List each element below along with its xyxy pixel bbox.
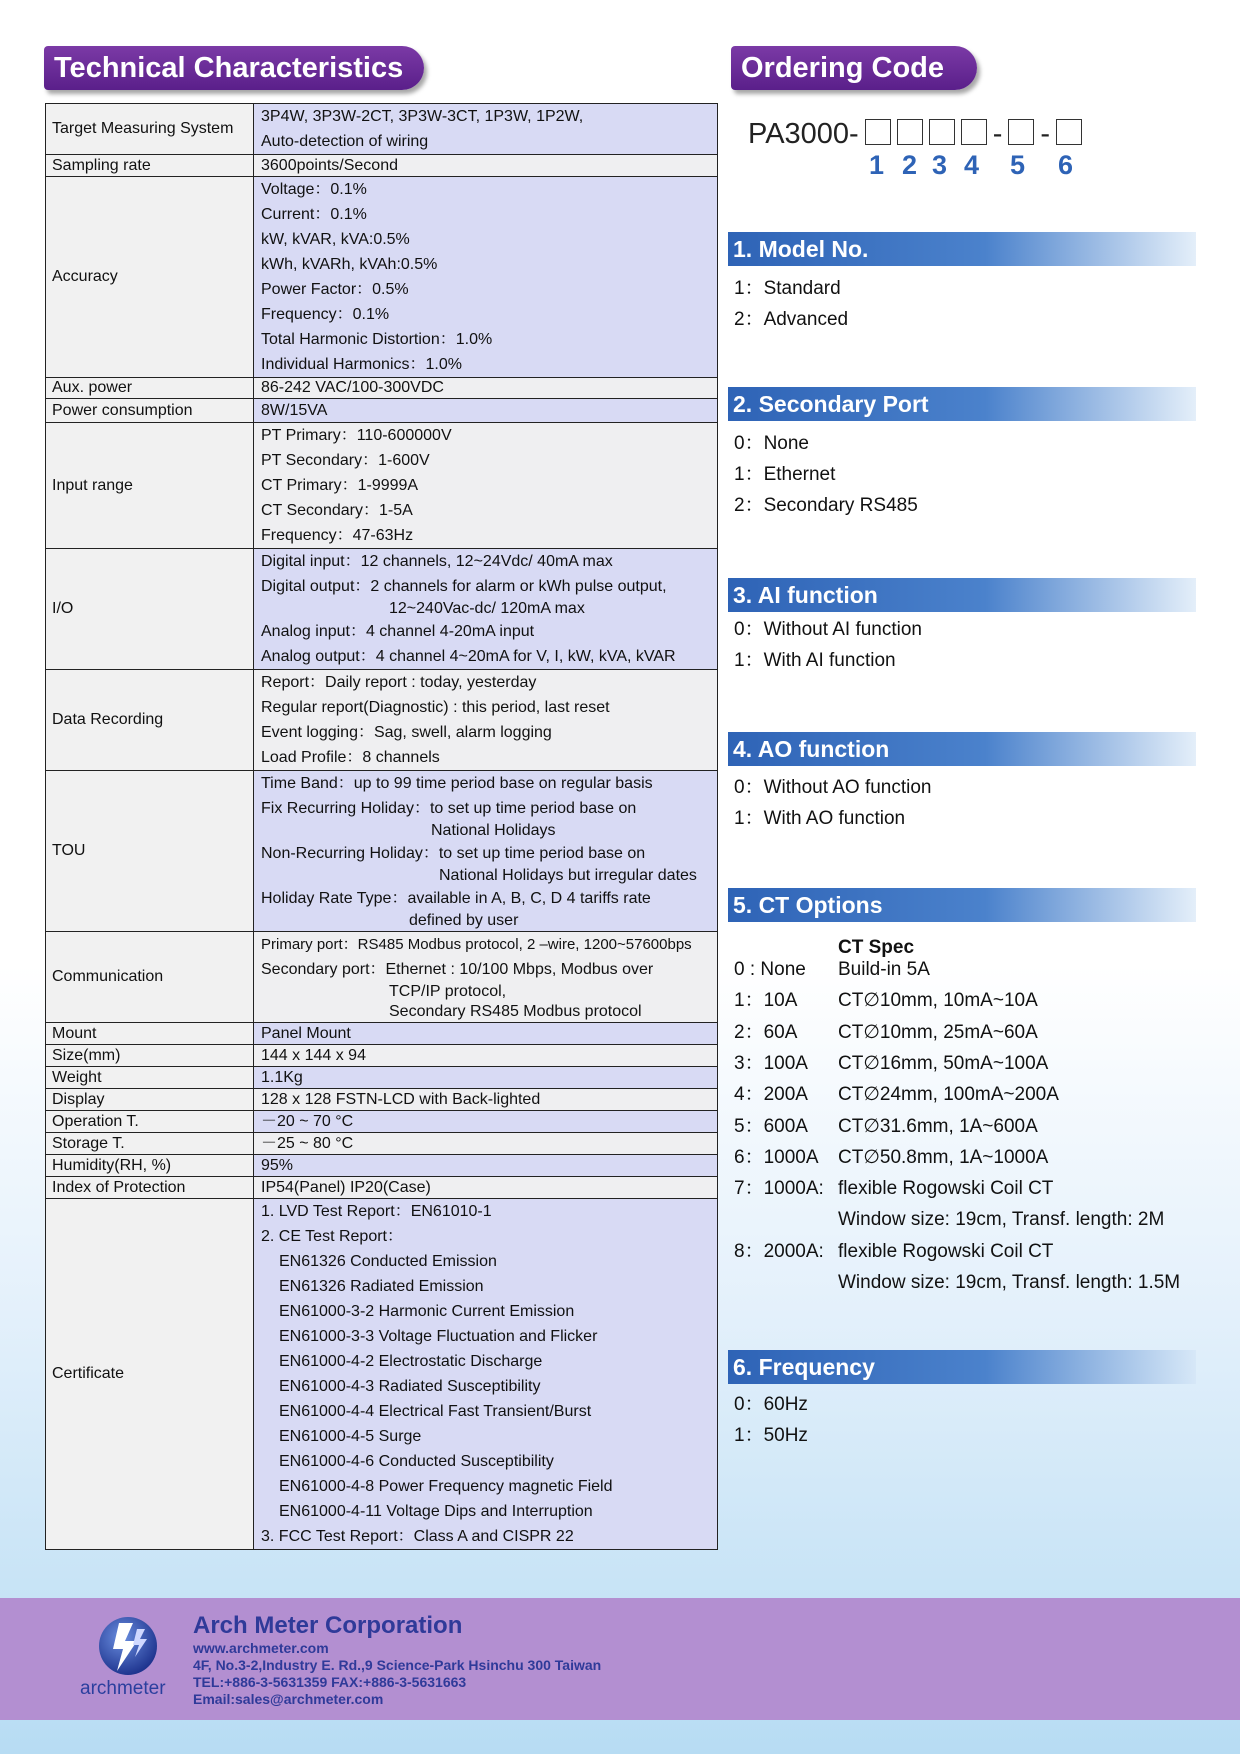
spec-line: CT Secondary：1-5A [261, 502, 413, 519]
spec-line: PT Primary：110-600000V [261, 427, 452, 444]
spec-key: Data Recording [46, 670, 254, 771]
code-digit-3: 3 [932, 150, 948, 180]
option: 2：Advanced [734, 309, 849, 330]
spec-row [46, 1111, 718, 1133]
section-secondary-port [728, 387, 1196, 521]
spec-value [254, 399, 718, 423]
spec-key: Accuracy [46, 177, 254, 378]
spec-line: 8W/15VA [261, 402, 328, 419]
spec-key: Mount [46, 1023, 254, 1045]
spec-line: Load Profile：8 channels [261, 749, 440, 766]
spec-key: Humidity(RH, %) [46, 1155, 254, 1177]
ct-option-label: 5：600A [734, 1115, 808, 1137]
company-phone-fax: TEL:+886-3-5631359 FAX:+886-3-5631663 [193, 1674, 467, 1690]
spec-line: Voltage：0.1% [261, 181, 367, 198]
spec-row [46, 1155, 718, 1177]
spec-line: Time Band：up to 99 time period base on regular basis [261, 775, 653, 792]
spec-line: EN61000-4-5 Surge [279, 1428, 422, 1445]
option: 1：Ethernet [734, 464, 836, 485]
section-title: 1. Model No. [728, 232, 1196, 266]
spec-line: Frequency：0.1% [261, 306, 390, 323]
spec-line: 3. FCC Test Report：Class A and CISPR 22 [261, 1528, 574, 1545]
spec-table [45, 103, 718, 1550]
option: 1：With AI function [734, 650, 896, 671]
spec-line: 1.1Kg [261, 1069, 303, 1086]
spec-value [254, 177, 718, 378]
spec-line: Power Factor：0.5% [261, 281, 409, 298]
ct-option-label: 2：60A [734, 1021, 798, 1043]
spec-line: Non-Recurring Holiday：to set up time period base on [261, 845, 646, 862]
ct-option-spec: CT∅31.6mm, 1A~600A [838, 1115, 1038, 1137]
spec-row [46, 378, 718, 399]
ct-option-spec: flexible Rogowski Coil CT [838, 1240, 1054, 1262]
spec-line: Report：Daily report : today, yesterday [261, 674, 537, 691]
spec-key: Sampling rate [46, 155, 254, 177]
option: 0：Without AI function [734, 619, 922, 640]
code-digit-6: 6 [1058, 150, 1074, 180]
ct-option-spec: CT∅10mm, 25mA~60A [838, 1021, 1038, 1043]
spec-row [46, 155, 718, 177]
spec-key: Aux. power [46, 378, 254, 399]
section-ao-function [728, 732, 1196, 834]
spec-line: EN61000-3-3 Voltage Fluctuation and Flicker [279, 1328, 598, 1345]
spec-line: Secondary RS485 Modbus protocol [389, 1003, 642, 1020]
code-dash-1: - [992, 118, 1003, 150]
spec-line: EN61000-4-2 Electrostatic Discharge [279, 1353, 543, 1370]
spec-key: Operation T. [46, 1111, 254, 1133]
spec-value [254, 1089, 718, 1111]
code-digit-2: 2 [902, 150, 918, 180]
code-digit-1: 1 [869, 150, 885, 180]
spec-row [46, 1067, 718, 1089]
spec-key: Display [46, 1089, 254, 1111]
ct-option-spec: Window size: 19cm, Transf. length: 2M [838, 1209, 1165, 1231]
spec-line: －25 ~ 80 °C [261, 1135, 354, 1152]
code-box-5 [1008, 119, 1034, 145]
option: 1：Standard [734, 278, 841, 299]
spec-line: －20 ~ 70 °C [261, 1113, 354, 1130]
spec-row [46, 1089, 718, 1111]
spec-line: Primary port：RS485 Modbus protocol, 2 –wire, 1200~57600bps [261, 936, 692, 953]
ct-option-spec: CT∅10mm, 10mA~10A [838, 990, 1038, 1012]
spec-line: EN61000-4-11 Voltage Dips and Interruption [279, 1503, 593, 1520]
option: 1：With AO function [734, 808, 906, 829]
spec-row [46, 423, 718, 549]
spec-line: Total Harmonic Distortion：1.0% [261, 331, 493, 348]
spec-line: 3600points/Second [261, 157, 398, 174]
spec-value [254, 932, 718, 1023]
section-title: 5. CT Options [728, 888, 1196, 922]
spec-line: CT Primary：1-9999A [261, 477, 419, 494]
spec-row [46, 1045, 718, 1067]
spec-value [254, 549, 718, 670]
ct-option-spec: Build-in 5A [838, 959, 930, 980]
code-box-1 [865, 119, 891, 145]
spec-line: Digital input：12 channels, 12~24Vdc/ 40mA max [261, 553, 613, 570]
ordering-code-title: Ordering Code [731, 46, 977, 90]
spec-line: 95% [261, 1157, 294, 1174]
section-ct-options [728, 888, 1196, 922]
ct-option-label: 3：100A [734, 1052, 808, 1074]
code-box-3 [929, 119, 955, 145]
ct-option-label: 1：10A [734, 990, 798, 1012]
spec-line: EN61000-4-8 Power Frequency magnetic Field [279, 1478, 613, 1495]
ct-option-spec: CT∅24mm, 100mA~200A [838, 1084, 1059, 1106]
spec-line: 3P4W, 3P3W-2CT, 3P3W-3CT, 1P3W, 1P2W, [261, 108, 584, 125]
spec-value [254, 423, 718, 549]
spec-value [254, 155, 718, 177]
section-title: 3. AI function [728, 578, 1196, 612]
ct-option-label: 6：1000A [734, 1146, 819, 1168]
spec-line: 128 x 128 FSTN-LCD with Back-lighted [261, 1091, 541, 1108]
spec-line: Individual Harmonics：1.0% [261, 356, 462, 373]
spec-value [254, 1067, 718, 1089]
spec-key: Certificate [46, 1199, 254, 1550]
code-digit-5: 5 [1010, 150, 1026, 180]
ct-option-spec: Window size: 19cm, Transf. length: 1.5M [838, 1272, 1181, 1293]
spec-line: kW, kVAR, kVA:0.5% [261, 231, 410, 248]
spec-line: PT Secondary：1-600V [261, 452, 430, 469]
spec-line: Event logging：Sag, swell, alarm logging [261, 724, 552, 741]
section-title: 6. Frequency [728, 1350, 1196, 1384]
spec-line: EN61000-3-2 Harmonic Current Emission [279, 1303, 575, 1320]
ordering-code-pattern [748, 118, 1082, 151]
spec-line: EN61000-4-6 Conducted Susceptibility [279, 1453, 554, 1470]
spec-key: Weight [46, 1067, 254, 1089]
spec-value [254, 104, 718, 155]
ct-option-spec: flexible Rogowski Coil CT [838, 1178, 1054, 1200]
spec-row [46, 1177, 718, 1199]
spec-line: kWh, kVARh, kVAh:0.5% [261, 256, 438, 273]
option: 0：Without AO function [734, 777, 932, 798]
company-website: www.archmeter.com [193, 1640, 329, 1656]
spec-line: Holiday Rate Type：available in A, B, C, D 4 tariffs rate [261, 890, 651, 907]
spec-line: IP54(Panel) IP20(Case) [261, 1179, 431, 1196]
spec-row [46, 670, 718, 771]
logo-text: archmeter [80, 1678, 166, 1699]
option: 0：None [734, 433, 809, 454]
spec-line: Analog input：4 channel 4-20mA input [261, 623, 535, 640]
spec-value [254, 1177, 718, 1199]
ct-option-label: 8：2000A: [734, 1240, 824, 1262]
code-box-2 [897, 119, 923, 145]
spec-row [46, 1199, 718, 1550]
spec-line: Regular report(Diagnostic) : this period, last reset [261, 699, 610, 716]
spec-line: Panel Mount [261, 1025, 351, 1042]
spec-row [46, 549, 718, 670]
spec-value [254, 1199, 718, 1550]
spec-key: I/O [46, 549, 254, 670]
spec-value [254, 771, 718, 932]
spec-value [254, 1155, 718, 1177]
model-prefix: PA3000- [748, 118, 859, 150]
spec-line: Analog output：4 channel 4~20mA for V, I, kW, kVA, kVAR [261, 648, 676, 665]
code-box-4 [961, 119, 987, 145]
spec-row [46, 399, 718, 423]
spec-line: 144 x 144 x 94 [261, 1047, 366, 1064]
section-frequency [728, 1350, 1196, 1451]
spec-row [46, 932, 718, 1023]
code-dash-2: - [1040, 118, 1051, 150]
spec-line: 86-242 VAC/100-300VDC [261, 379, 444, 396]
spec-key: Power consumption [46, 399, 254, 423]
spec-line: 12~240Vac-dc/ 120mA max [389, 600, 585, 617]
spec-line: Frequency：47-63Hz [261, 527, 414, 544]
spec-key: Index of Protection [46, 1177, 254, 1199]
technical-characteristics-title: Technical Characteristics [44, 46, 424, 90]
spec-line: Secondary port：Ethernet : 10/100 Mbps, Modbus over [261, 961, 654, 978]
spec-value [254, 1045, 718, 1067]
spec-value [254, 378, 718, 399]
spec-key: Target Measuring System [46, 104, 254, 155]
spec-row [46, 1133, 718, 1155]
section-title: 4. AO function [728, 732, 1196, 766]
section-title: 2. Secondary Port [728, 387, 1196, 421]
spec-value [254, 1111, 718, 1133]
code-digit-4: 4 [964, 150, 980, 180]
spec-row [46, 177, 718, 378]
spec-line: 1. LVD Test Report：EN61010-1 [261, 1203, 492, 1220]
ct-option-label: 0 : None [734, 959, 806, 980]
spec-line: EN61326 Conducted Emission [279, 1253, 497, 1270]
spec-line: EN61000-4-4 Electrical Fast Transient/Burst [279, 1403, 592, 1420]
spec-key: TOU [46, 771, 254, 932]
option: 0：60Hz [734, 1394, 808, 1415]
spec-line: EN61326 Radiated Emission [279, 1278, 484, 1295]
company-email: Email:sales@archmeter.com [193, 1691, 384, 1707]
spec-key: Storage T. [46, 1133, 254, 1155]
spec-line: Auto-detection of wiring [261, 133, 429, 150]
ct-option-spec: CT∅16mm, 50mA~100A [838, 1052, 1049, 1074]
option: 1：50Hz [734, 1425, 808, 1446]
option: 2：Secondary RS485 [734, 495, 918, 516]
code-box-6 [1056, 119, 1082, 145]
footer-bar [0, 1598, 1240, 1720]
spec-line: TCP/IP protocol, [389, 983, 507, 1000]
archmeter-logo-icon [97, 1615, 159, 1682]
ct-option-label: 7：1000A: [734, 1178, 824, 1200]
spec-value [254, 1023, 718, 1045]
spec-row [46, 104, 718, 155]
company-address: 4F, No.3-2,Industry E. Rd.,9 Science-Park Hsinchu 300 Taiwan [193, 1657, 602, 1673]
spec-key: Size(mm) [46, 1045, 254, 1067]
ct-option-label: 4：200A [734, 1084, 808, 1106]
spec-line: Current：0.1% [261, 206, 367, 223]
spec-line: Fix Recurring Holiday：to set up time period base on [261, 800, 637, 817]
spec-line: National Holidays but irregular dates [439, 867, 697, 884]
spec-key: Communication [46, 932, 254, 1023]
spec-line: Digital output：2 channels for alarm or kWh pulse output, [261, 578, 667, 595]
ct-option-spec: CT∅50.8mm, 1A~1000A [838, 1146, 1049, 1168]
spec-value [254, 670, 718, 771]
spec-value [254, 1133, 718, 1155]
spec-row [46, 771, 718, 932]
spec-line: EN61000-4-3 Radiated Susceptibility [279, 1378, 541, 1395]
section-model-no [728, 232, 1196, 335]
company-name: Arch Meter Corporation [193, 1612, 463, 1639]
spec-line: 2. CE Test Report： [261, 1228, 403, 1245]
section-ai-function [728, 578, 1196, 676]
spec-key: Input range [46, 423, 254, 549]
spec-line: defined by user [409, 912, 519, 929]
spec-line: National Holidays [431, 822, 556, 839]
spec-row [46, 1023, 718, 1045]
